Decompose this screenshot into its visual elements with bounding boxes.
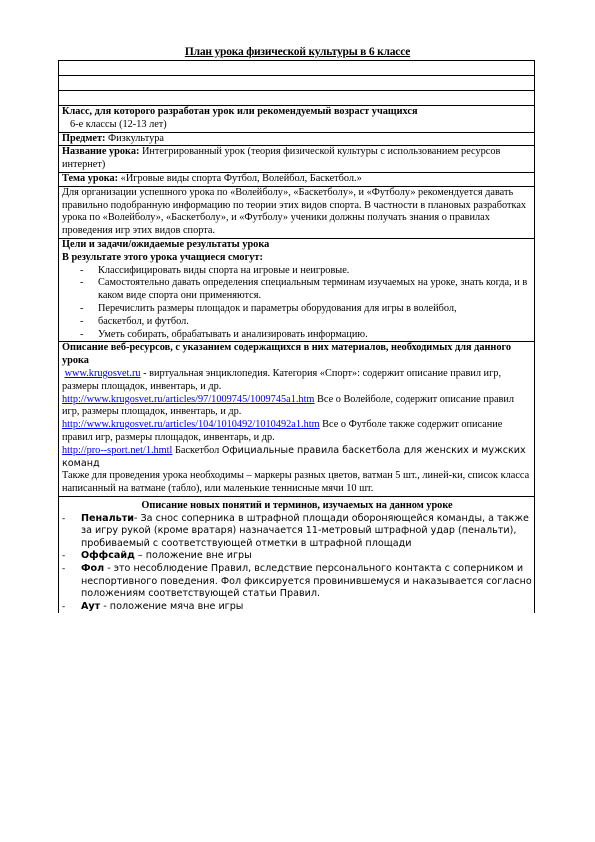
resource-text: Все о Футболе также содержит описание правил игр, размеры площадок, инвентарь, и др. [62,419,503,443]
term-name: Аут [81,600,101,612]
term-item [62,601,532,614]
resource-text: - виртуальная энциклопедия. Категория «Спорт»: содержит описание правил игр, размеры площадок, инвентарь, и др. [62,367,502,392]
empty-row [59,61,535,76]
class-row [59,106,535,133]
topic-value: «Игровые виды спорта Футбол, Волейбол, Баскетбол.» [120,172,362,184]
resource-entry [62,419,532,445]
term-definition: - положение мяча вне игры [100,600,244,612]
term-name: Оффсайд [81,550,135,562]
lesson-name-value: Интегрированный урок (теория физической культуры с использованием ресурсов интернет) [62,146,501,171]
subject-label: Предмет: [62,132,106,144]
resources-row [59,342,535,497]
terms-list [62,513,532,614]
empty-row [59,91,535,106]
goal-item: - Перечислить размеры площадок и параметры оборудования для игры в волейбол, [80,303,532,316]
goals-heading: Цели и задачи/ожидаемые результаты урока [62,238,270,250]
subject-value: Физкультура [108,132,164,144]
goal-item: - баскетбол, и футбол. [80,316,532,329]
lesson-name-row [59,146,535,173]
resources-extra: Также для проведения урока необходимы – маркеры разных цветов, ватман 5 шт., линей-ки, список класса написанный на ватмане (табло), или маленькие теннисные мячи 10 шт. [62,470,530,495]
resources-heading: Описание веб-ресурсов, с указанием содержащихся в них материалов, необходимых для данного урока [62,342,512,367]
resource-link[interactable]: http://www.krugosvet.ru/articles/97/1009745/1009745a1.htm [62,393,315,405]
term-name: Пенальти [81,512,135,524]
term-item [62,550,532,563]
resource-entry [62,394,532,420]
resource-text: Баскетбол [172,444,222,456]
page-title: План урока физической культуры в 6 классе [184,46,411,58]
terms-heading: Описание новых понятий и терминов, изучаемых на данном уроке [141,499,453,511]
term-definition: – положение вне игры [134,550,252,562]
term-definition: - это несоблюдение Правил, вследствие персонального контакта с соперником и неспортивного поведения. Фол фиксируется провинившемуся и наказывается согласно положениям соответствующей статьи Правил. [81,563,532,600]
term-item [62,563,532,601]
lesson-plan-table [58,60,535,613]
resource-link[interactable]: www.krugosvet.ru [64,367,141,379]
goals-subheading: В результате этого урока учащиеся смогут: [62,251,263,263]
goal-item: - Классифицировать виды спорта на игровые и неигровые. [80,265,532,278]
term-item [62,513,532,551]
goals-list [62,265,532,342]
goals-row [59,238,535,341]
topic-label: Тема урока: [62,172,119,184]
resource-link[interactable]: http://www.krugosvet.ru/articles/104/1010492/1010492a1.htm [62,419,320,431]
terms-row [59,496,535,613]
resource-entry [62,368,532,394]
resource-text: Все о Волейболе, содержит описание правил игр, размеры площадок, инвентарь, и др. [62,393,515,418]
subject-row [59,132,535,146]
lesson-name-label: Название урока: [62,146,140,158]
resource-entry [62,445,532,471]
intro-row [59,186,535,238]
goal-item: - Самостоятельно давать определения специальным терминам изучаемых на уроке, знать когда, и в каком виде спорта они применяются. [80,277,532,303]
class-label: Класс, для которого разработан урок или рекомендуемый возраст учащихся [62,106,418,117]
term-name: Фол [81,563,105,575]
goal-item: - Уметь собирать, обрабатывать и анализировать информацию. [80,329,532,342]
empty-row [59,76,535,91]
intro-paragraph: Для организации успешного урока по «Волейболу», «Баскетболу», и «Футболу» рекомендуется давать правильно подобранную информацию по теории этих видов спорта. В частности в плановых разработках урока по «Волейболу», «Баскетболу», и «Футболу» ученики должны получать знания о правилах проведения игр этих видов спорта. [62,186,527,237]
resource-text: Официальные правила баскетбола для женских и мужских команд [62,444,526,469]
class-value: 6-е классы (12-13 лет) [70,118,167,130]
topic-row [59,172,535,186]
term-definition: - За снос соперника в штрафной площади обороняющейся команды, а также за игру рукой (кроме вратаря) назначается 11-метровый штрафной удар (пенальти), пробиваемый с соответствующей отметки в штрафной площади [81,512,529,549]
resource-link[interactable]: http://pro--sport.net/1.hmtl [62,444,173,456]
